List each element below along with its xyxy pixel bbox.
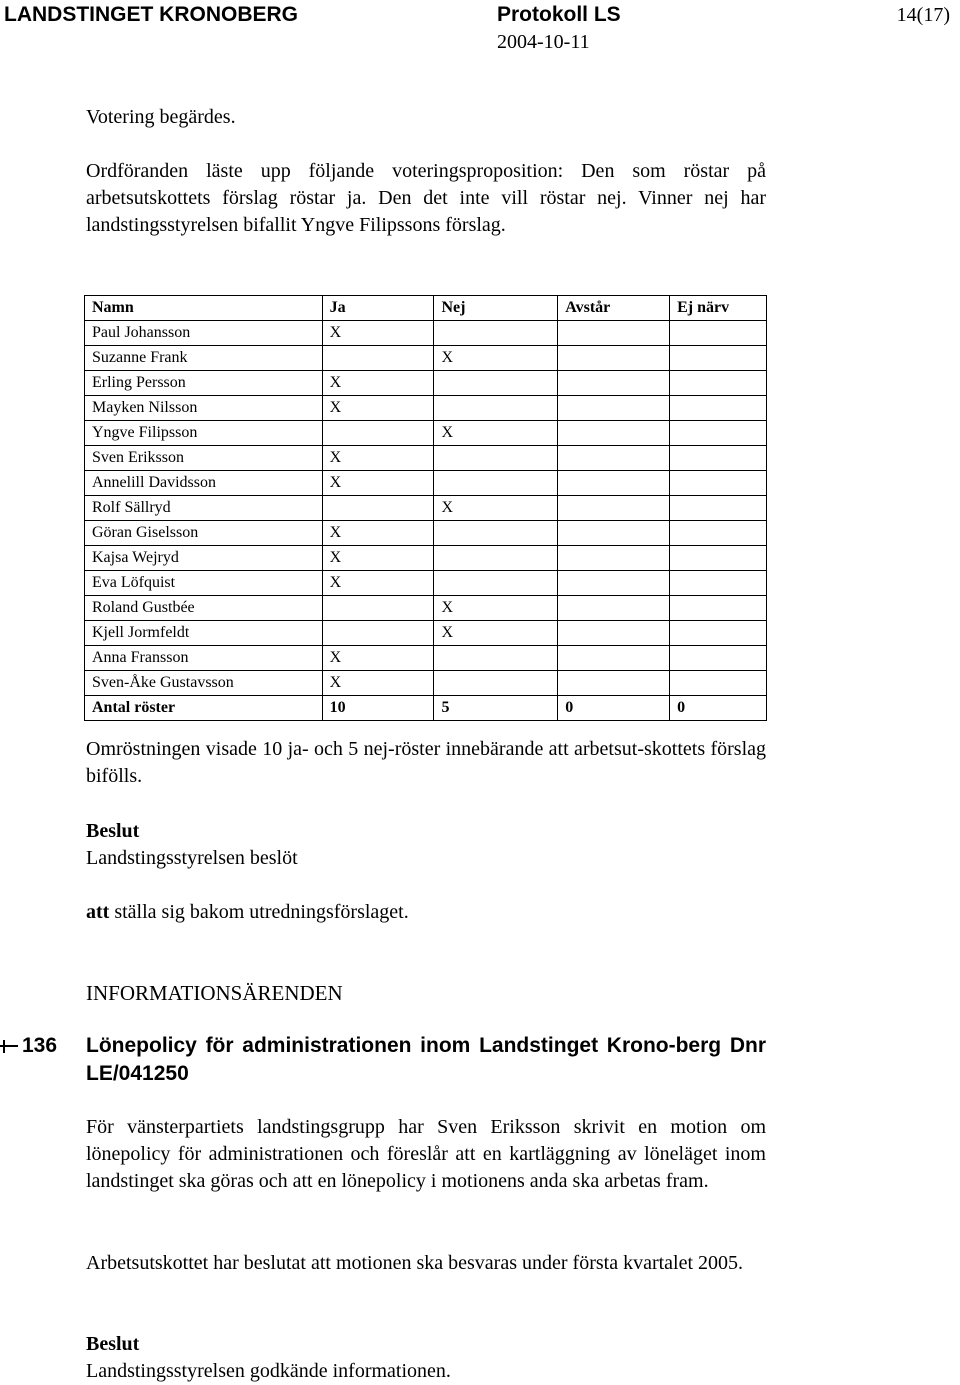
vote-cell-nej: [434, 521, 558, 546]
vote-row: [85, 621, 767, 646]
vote-cell-ja: X: [322, 646, 434, 671]
vote-cell-ej-narv: [670, 471, 767, 496]
vote-cell-nej: [434, 671, 558, 696]
vote-row: [85, 346, 767, 371]
vote-cell-avstar: [558, 671, 670, 696]
vote-cell-name: Eva Löfquist: [85, 571, 323, 596]
vote-cell-name: Mayken Nilsson: [85, 396, 323, 421]
vote-cell-ej-narv: [670, 571, 767, 596]
vote-cell-nej: [434, 321, 558, 346]
vote-cell-nej: X: [434, 496, 558, 521]
vote-row: [85, 496, 767, 521]
vote-cell-nej: X: [434, 346, 558, 371]
vote-row: [85, 546, 767, 571]
votering-text: Votering begärdes.: [86, 106, 236, 128]
total-nej: 5: [434, 696, 558, 721]
header-avstar: Avstår: [558, 296, 670, 321]
item-number: 136: [22, 1034, 58, 1057]
vote-cell-avstar: [558, 446, 670, 471]
vote-cell-ja: X: [322, 396, 434, 421]
info-heading: INFORMATIONSÄRENDEN: [86, 981, 343, 1005]
vote-total-row: [85, 696, 767, 721]
vote-cell-avstar: [558, 421, 670, 446]
att-keyword: att: [86, 901, 110, 923]
vote-cell-ej-narv: [670, 421, 767, 446]
vote-cell-ej-narv: [670, 546, 767, 571]
vote-cell-ej-narv: [670, 321, 767, 346]
vote-cell-ja: X: [322, 321, 434, 346]
vote-cell-nej: X: [434, 596, 558, 621]
vote-cell-name: Sven-Åke Gustavsson: [85, 671, 323, 696]
header-ej-narv: Ej närv: [670, 296, 767, 321]
vote-cell-ja: X: [322, 371, 434, 396]
vote-cell-name: Yngve Filipsson: [85, 421, 323, 446]
vote-cell-name: Suzanne Frank: [85, 346, 323, 371]
vote-cell-avstar: [558, 521, 670, 546]
vote-row: [85, 521, 767, 546]
vote-cell-nej: [434, 571, 558, 596]
vote-cell-nej: [434, 546, 558, 571]
info-beslut-heading: Beslut: [86, 1333, 140, 1355]
vote-cell-ja: X: [322, 671, 434, 696]
vote-cell-nej: X: [434, 421, 558, 446]
vote-cell-avstar: [558, 546, 670, 571]
vote-cell-ja: X: [322, 546, 434, 571]
vote-row: [85, 571, 767, 596]
vote-cell-avstar: [558, 596, 670, 621]
vote-cell-avstar: [558, 346, 670, 371]
vote-row: [85, 446, 767, 471]
beslut-heading: Beslut: [86, 820, 140, 842]
vote-cell-ej-narv: [670, 396, 767, 421]
header-ja: Ja: [322, 296, 434, 321]
vote-cell-avstar: [558, 471, 670, 496]
header-page-number: 14(17): [896, 4, 950, 26]
result-text: Omröstningen visade 10 ja- och 5 nej-röster innebärande att arbetsut-skottets förslag bifölls.: [86, 738, 766, 787]
vote-cell-ja: X: [322, 446, 434, 471]
vote-row: [85, 646, 767, 671]
vote-cell-nej: [434, 396, 558, 421]
vote-cell-nej: X: [434, 621, 558, 646]
vote-row: [85, 421, 767, 446]
vote-table: [84, 295, 767, 721]
proposition-text: Ordföranden läste upp följande voteringsproposition: Den som röstar på arbetsutskottets förslag röstar ja. Den det inte vill röstar nej. Vinner nej har landstingsstyrelsen bifallit Yngve Filipssons förslag.: [86, 160, 766, 236]
vote-cell-ja: X: [322, 471, 434, 496]
vote-cell-ja: X: [322, 521, 434, 546]
vote-cell-avstar: [558, 646, 670, 671]
header-organization: LANDSTINGET KRONOBERG: [4, 3, 298, 26]
header-namn: Namn: [85, 296, 323, 321]
vote-cell-ja: X: [322, 571, 434, 596]
total-label: Antal röster: [85, 696, 323, 721]
vote-cell-name: Annelill Davidsson: [85, 471, 323, 496]
info-paragraph-2: Arbetsutskottet har beslutat att motionen ska besvaras under första kvartalet 2005.: [86, 1252, 744, 1274]
vote-cell-ej-narv: [670, 446, 767, 471]
vote-cell-ej-narv: [670, 371, 767, 396]
vote-row: [85, 671, 767, 696]
vote-cell-avstar: [558, 321, 670, 346]
vote-cell-ej-narv: [670, 596, 767, 621]
header-nej: Nej: [434, 296, 558, 321]
vote-cell-nej: [434, 371, 558, 396]
vote-cell-name: Anna Fransson: [85, 646, 323, 671]
vote-cell-ej-narv: [670, 621, 767, 646]
vote-cell-ej-narv: [670, 346, 767, 371]
total-ej-narv: 0: [670, 696, 767, 721]
vote-cell-avstar: [558, 396, 670, 421]
vote-cell-nej: [434, 446, 558, 471]
vote-cell-name: Erling Persson: [85, 371, 323, 396]
vote-cell-avstar: [558, 571, 670, 596]
vote-row: [85, 596, 767, 621]
vote-cell-name: Kjell Jormfeldt: [85, 621, 323, 646]
vote-cell-name: Paul Johansson: [85, 321, 323, 346]
vote-cell-ja: [322, 346, 434, 371]
vote-cell-nej: [434, 646, 558, 671]
vote-cell-ej-narv: [670, 496, 767, 521]
vote-row: [85, 471, 767, 496]
vote-cell-ej-narv: [670, 646, 767, 671]
beslut-body: Landstingsstyrelsen beslöt: [86, 847, 298, 869]
total-avstar: 0: [558, 696, 670, 721]
vote-cell-name: Kajsa Wejryd: [85, 546, 323, 571]
vote-cell-avstar: [558, 621, 670, 646]
vote-cell-avstar: [558, 496, 670, 521]
info-paragraph-1: För vänsterpartiets landstingsgrupp har Sven Eriksson skrivit en motion om lönepolicy för administrationen och föreslår att en kartläggning av löneläget inom landstinget ska göras och att en lönepolicy i motionens anda ska arbetas fram.: [86, 1116, 766, 1192]
vote-cell-name: Roland Gustbée: [85, 596, 323, 621]
vote-cell-ja: [322, 421, 434, 446]
vote-cell-ja: [322, 496, 434, 521]
vote-cell-ej-narv: [670, 521, 767, 546]
vote-cell-ja: [322, 621, 434, 646]
vote-row: [85, 321, 767, 346]
vote-cell-avstar: [558, 371, 670, 396]
item-title: Lönepolicy för administrationen inom Landstinget Krono-berg Dnr LE/041250: [86, 1034, 766, 1085]
total-ja: 10: [322, 696, 434, 721]
vote-cell-nej: [434, 471, 558, 496]
vote-cell-name: Rolf Sällryd: [85, 496, 323, 521]
beslut-att-clause: [86, 899, 766, 926]
vote-cell-ej-narv: [670, 671, 767, 696]
header-date: 2004-10-11: [497, 31, 590, 53]
vote-row: [85, 396, 767, 421]
vote-table-header: [85, 296, 767, 321]
att-rest: ställa sig bakom utredningsförslaget.: [109, 901, 409, 923]
vote-cell-ja: [322, 596, 434, 621]
section-bracket-horizontal: [0, 1045, 18, 1047]
vote-cell-name: Sven Eriksson: [85, 446, 323, 471]
header-doc-type: Protokoll LS: [497, 3, 621, 26]
vote-cell-name: Göran Giselsson: [85, 521, 323, 546]
vote-row: [85, 371, 767, 396]
info-beslut-body: Landstingsstyrelsen godkände informationen.: [86, 1360, 451, 1382]
